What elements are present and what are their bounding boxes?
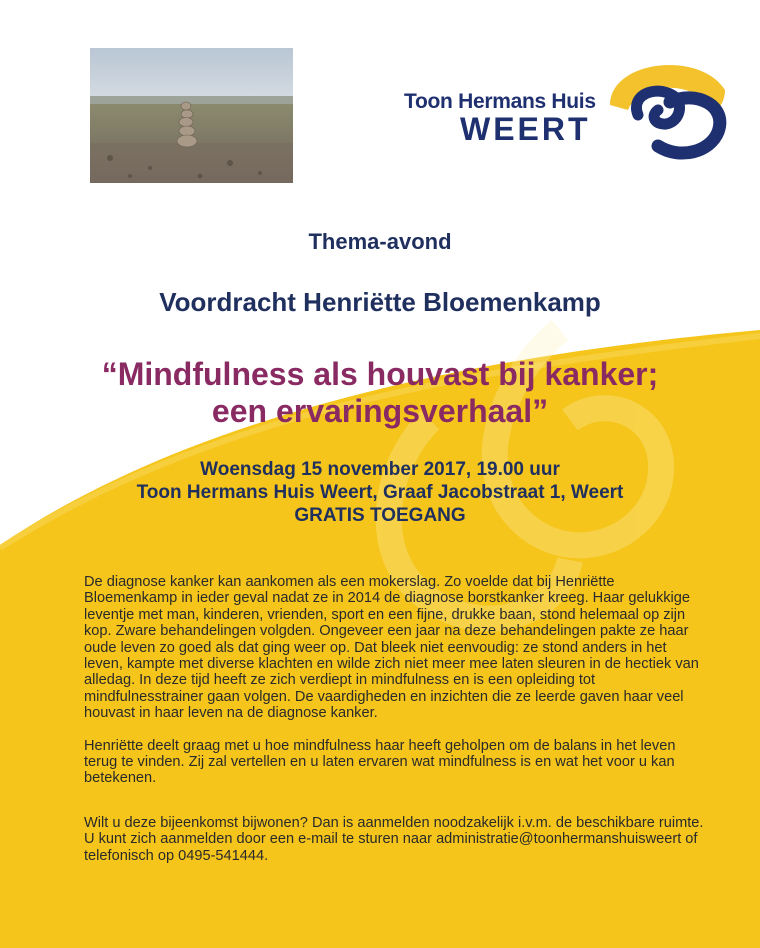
talk-title (0, 356, 760, 430)
body-paragraph-share: Henriëtte deelt graag met u hoe mindfulness haar heeft geholpen om de balans in het leven terug te vinden. Zij zal vertellen en u laten ervaren wat mindfulness is en wat het voor u kan betekenen. (84, 737, 676, 787)
body-text (84, 574, 704, 880)
logo-wordmark (404, 90, 596, 148)
body-paragraph-signup (84, 815, 704, 864)
event-kicker: Thema-avond (308, 229, 452, 254)
speaker-heading: Voordracht Henriëtte Bloemenkamp (159, 287, 601, 317)
cairn-photo (90, 48, 293, 183)
event-info (0, 458, 760, 527)
logo-line2: WEERT (460, 111, 591, 147)
event-datetime: Woensdag 15 november 2017, 19.00 uur (200, 459, 560, 480)
body-paragraph-intro: De diagnose kanker kan aankomen als een mokerslag. Zo voelde dat bij Henriëtte Bloemenkamp in ieder geval nadat ze in 2014 de diagnose borstkanker kreeg. Haar gelukkige leventje met man, kinderen, vrienden, sport en een fijne, drukke baan, stond helemaal op zijn kop. Zware behandelingen volgden. Ongeveer een jaar na deze behandelingen pakte ze haar oude leven zo goed als dat ging weer op. Dat bleek niet eenvoudig: ze stond anders in het leven, kampte met diverse klachten en wilde zich niet meer mee laten sleuren in de hectiek van alledag. In deze tijd heeft ze zich verdiept in mindfulness en is een opleiding tot mindfulnesstrainer gaan volgen. De vaardigheden en inzichten die ze leerde gaven haar veel houvast in haar leven na de diagnose kanker. (84, 574, 699, 722)
logo-line1: Toon Hermans Huis (404, 90, 596, 113)
event-location: Toon Hermans Huis Weert, Graaf Jacobstraat 1, Weert (136, 482, 624, 503)
signup-line2: U kunt zich aanmelden door een e-mail te sturen naar administratie@toonhermanshuisweert of telefonisch op 0495-541444. (84, 831, 698, 864)
talk-title-line1: “Mindfulness als houvast bij kanker; (101, 356, 659, 392)
signup-line1: Wilt u deze bijeenkomst bijwonen? Dan is aanmelden noodzakelijk i.v.m. de beschikbare ruimte. (84, 814, 704, 831)
event-admission: GRATIS TOEGANG (294, 505, 466, 526)
logo-mark-icon (600, 50, 730, 170)
talk-title-line2: een ervaringsverhaal” (211, 393, 549, 429)
